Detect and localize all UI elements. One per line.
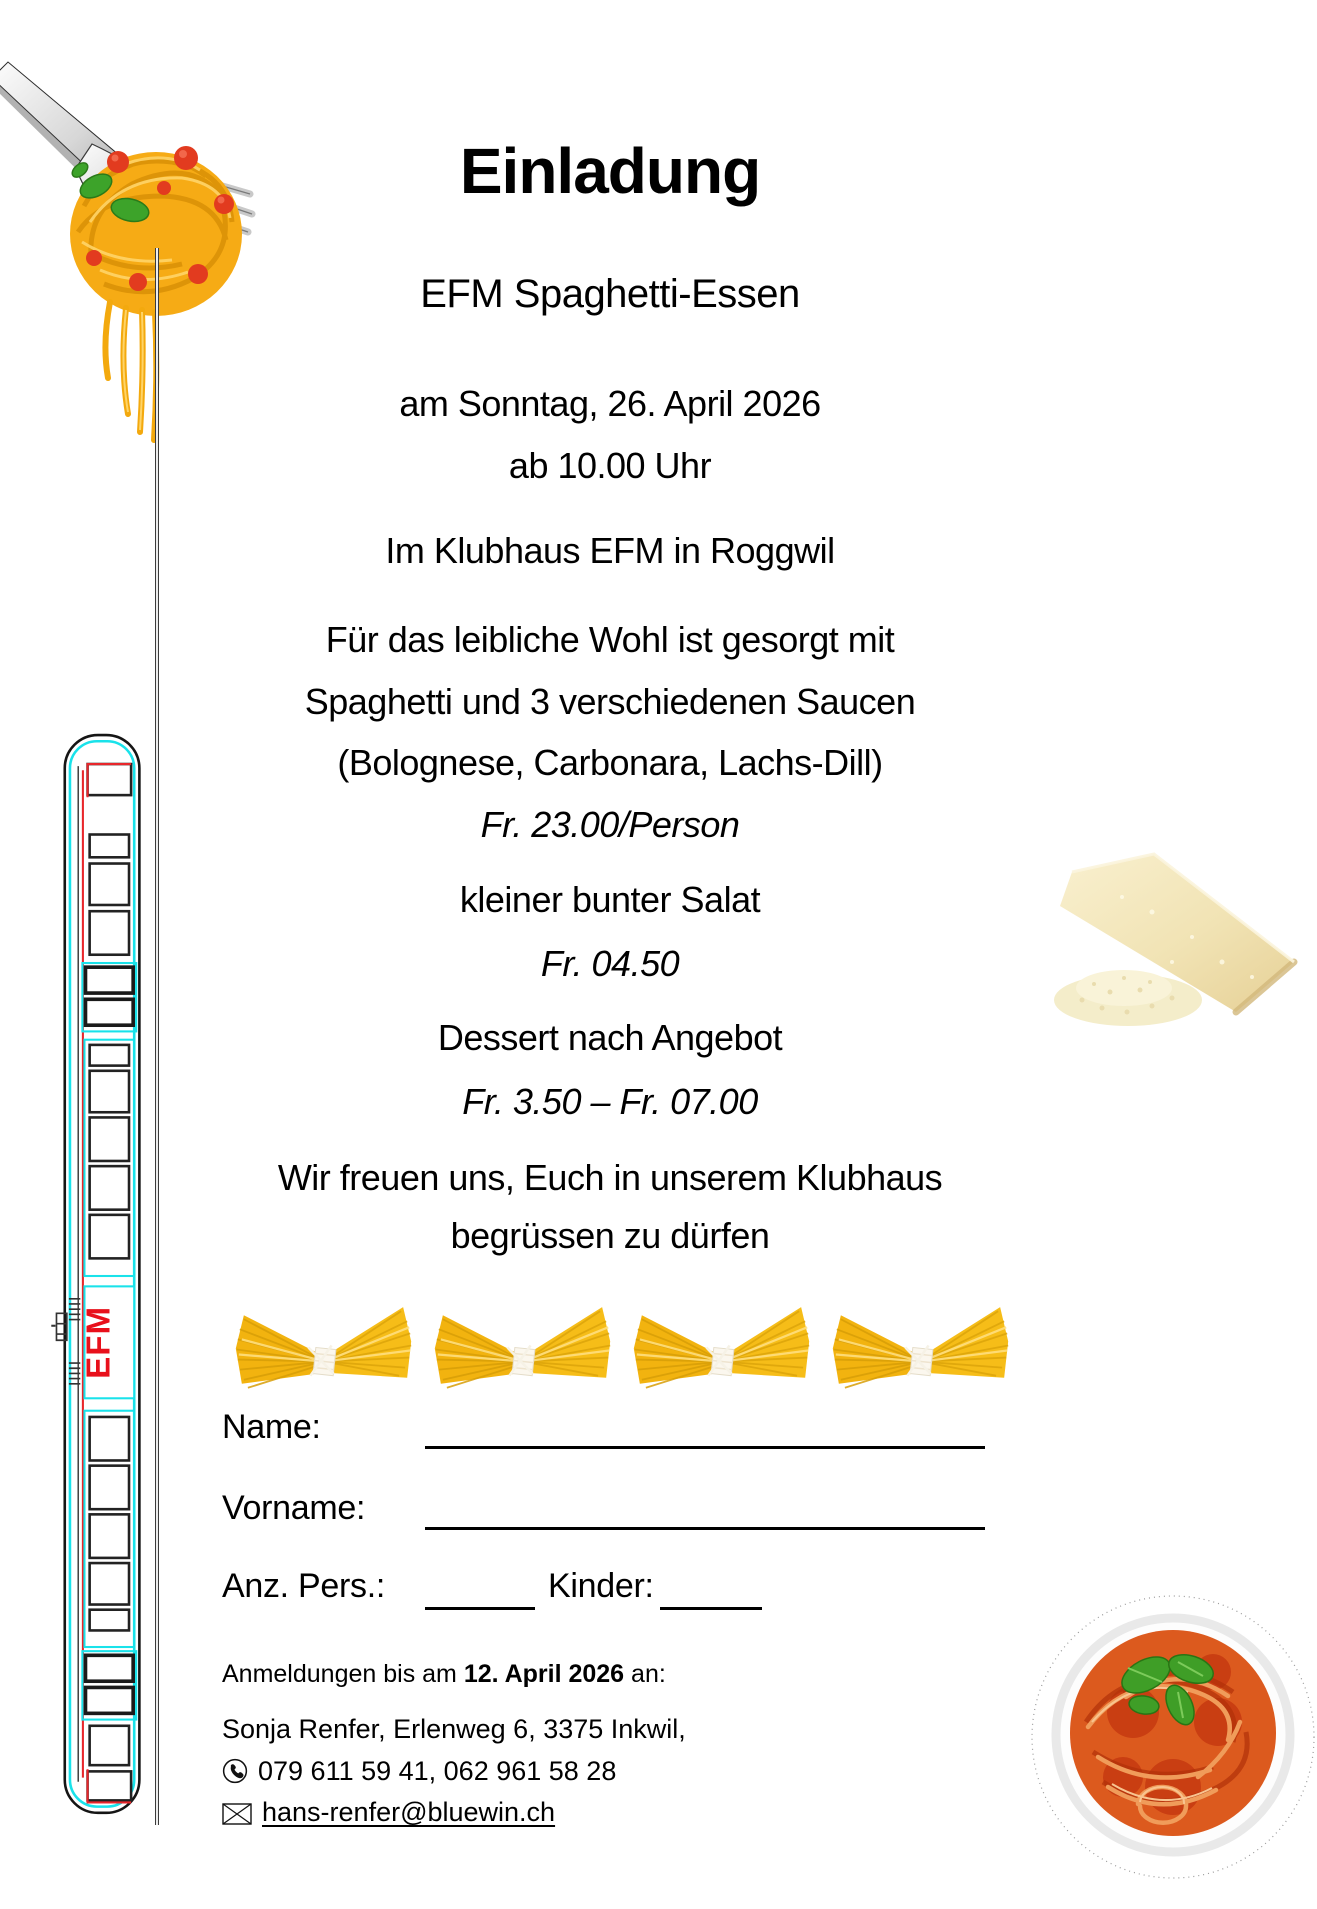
event-date: am Sonntag, 26. April 2026 (399, 383, 821, 424)
event-location: Im Klubhaus EFM in Roggwil (385, 530, 835, 571)
parmesan-cheese-image (1032, 842, 1317, 1032)
event-time: ab 10.00 Uhr (508, 445, 712, 486)
email-icon (222, 1801, 252, 1832)
anz-pers-label: Anz. Pers.: (222, 1567, 385, 1605)
spaghetti-bundle-image (633, 1288, 811, 1414)
train-efm-label: EFM (80, 1305, 118, 1379)
price-salad: Fr. 04.50 (540, 943, 680, 984)
price-spaghetti: Fr. 23.00/Person (480, 804, 740, 845)
deadline-date: 12. April 2026 (463, 1660, 625, 1688)
anz-pers-blank-line (425, 1567, 535, 1610)
page-title: Einladung (459, 135, 761, 207)
spaghetti-bundle-image (832, 1288, 1010, 1414)
spaghetti-bundle-image (235, 1288, 413, 1414)
event-subtitle: EFM Spaghetti-Essen (420, 272, 800, 316)
name-label: Name: (222, 1408, 321, 1446)
kinder-label: Kinder: (548, 1567, 654, 1605)
name-blank-line (425, 1408, 985, 1449)
vorname-label: Vorname: (222, 1489, 366, 1527)
menu-salad: kleiner bunter Salat (459, 879, 761, 920)
spaghetti-plate-image (1028, 1572, 1317, 1902)
vorname-blank-line (425, 1489, 985, 1530)
menu-intro-line1: Für das leibliche Wohl ist gesorgt mit (325, 619, 895, 660)
menu-intro-line2: Spaghetti und 3 verschiedenen Saucen (304, 681, 916, 722)
deadline-prefix: Anmeldungen bis am (222, 1660, 464, 1688)
price-dessert: Fr. 3.50 – Fr. 07.00 (462, 1081, 758, 1122)
closing-line1: Wir freuen uns, Euch in unserem Klubhaus (277, 1157, 943, 1198)
phone-numbers: 079 611 59 41, 062 961 58 28 (258, 1756, 617, 1786)
contact-name-address: Sonja Renfer, Erlenweg 6, 3375 Inkwil, (222, 1714, 686, 1744)
spaghetti-strand-wire (155, 248, 159, 1825)
deadline-suffix: an: (624, 1660, 666, 1688)
registration-deadline (222, 1660, 666, 1689)
efm-train-drawing (46, 706, 154, 1846)
fork-spaghetti-image (0, 26, 264, 446)
contact-email-row (222, 1797, 555, 1832)
contact-phone-row (222, 1756, 616, 1791)
kinder-blank-line (660, 1567, 762, 1610)
email-link[interactable]: hans-renfer@bluewin.ch (262, 1797, 556, 1827)
menu-sauces: (Bolognese, Carbonara, Lachs-Dill) (337, 742, 883, 783)
menu-dessert: Dessert nach Angebot (437, 1017, 783, 1058)
spaghetti-bundle-image (434, 1288, 612, 1414)
phone-icon (222, 1758, 248, 1791)
closing-line2: begrüssen zu dürfen (450, 1215, 770, 1256)
spaghetti-bundles-row (235, 1288, 1010, 1416)
